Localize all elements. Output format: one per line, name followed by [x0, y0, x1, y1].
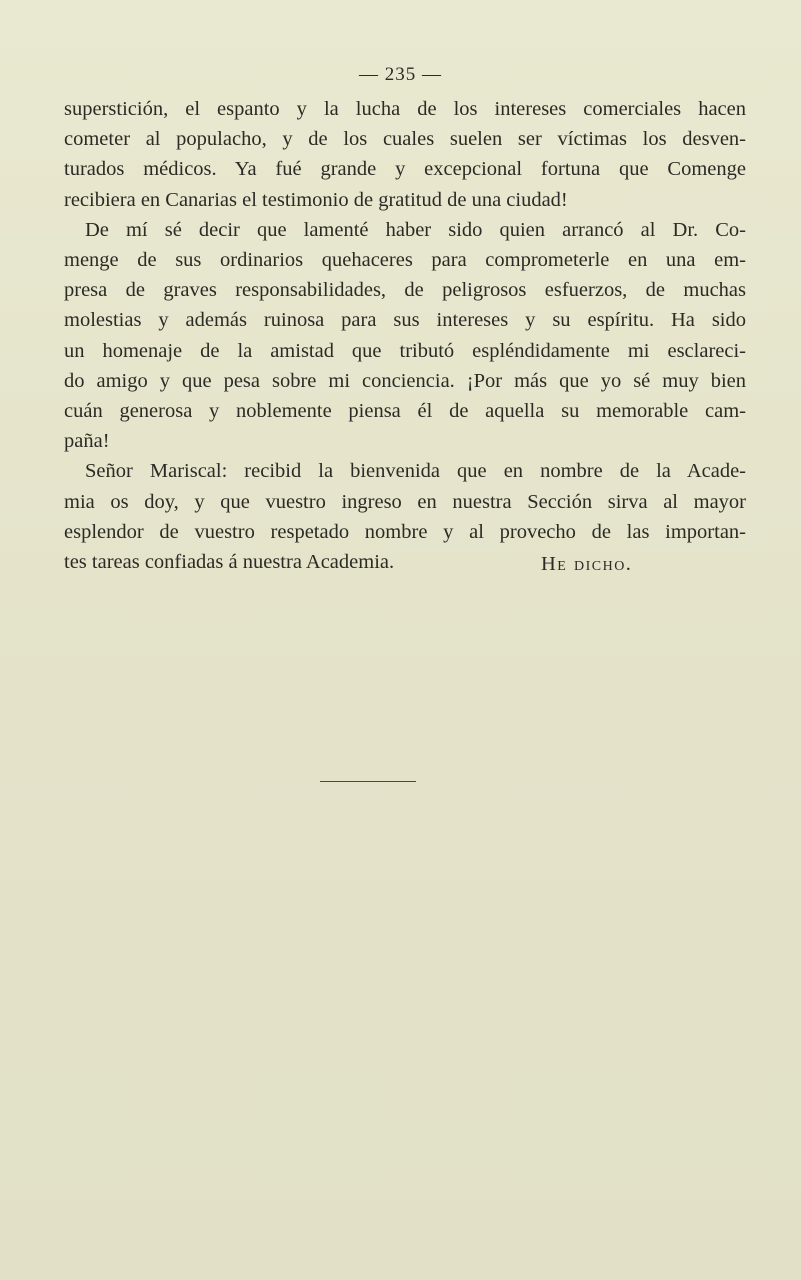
text-line: presa de graves responsabilidades, de peligrosos esfuerzos, de muchas	[64, 279, 746, 302]
text-line: recibiera en Canarias el testimonio de gratitud de una ciudad!	[64, 188, 568, 211]
text-line: esplendor de vuestro respetado nombre y al provecho de las importan-	[64, 520, 746, 543]
text-line: cuán generosa y noblemente piensa él de aquella su memorable cam-	[64, 400, 746, 423]
text-line: un homenaje de la amistad que tributó espléndidamente mi esclareci-	[64, 339, 746, 362]
text-line: De mí sé decir que lamenté haber sido quien arrancó al Dr. Co-	[85, 218, 746, 241]
end-rule-divider	[320, 781, 416, 782]
text-line: turados médicos. Ya fué grande y excepcional fortuna que Comenge	[64, 158, 746, 181]
text-line: cometer al populacho, y de los cuales suelen ser víctimas los desven-	[64, 128, 746, 151]
closing-text: He dicho.	[541, 553, 633, 575]
body-text	[64, 94, 746, 577]
text-line: molestias y además ruinosa para sus intereses y su espíritu. Ha sido	[64, 309, 746, 332]
text-line: menge de sus ordinarios quehaceres para comprometerle en una em-	[64, 249, 746, 272]
text-line: do amigo y que pesa sobre mi conciencia. ¡Por más que yo sé muy bien	[64, 369, 746, 392]
text-line: mia os doy, y que vuestro ingreso en nuestra Sección sirva al mayor	[64, 490, 746, 513]
text-line: tes tareas confiadas á nuestra Academia.	[64, 551, 395, 574]
text-line: superstición, el espanto y la lucha de los intereses comerciales hacen	[64, 98, 746, 120]
text-line: Señor Mariscal: recibid la bienvenida que en nombre de la Acade-	[85, 460, 746, 483]
page-number: — 235 —	[359, 64, 442, 85]
closing-signoff	[541, 553, 632, 576]
text-line: paña!	[64, 430, 110, 453]
